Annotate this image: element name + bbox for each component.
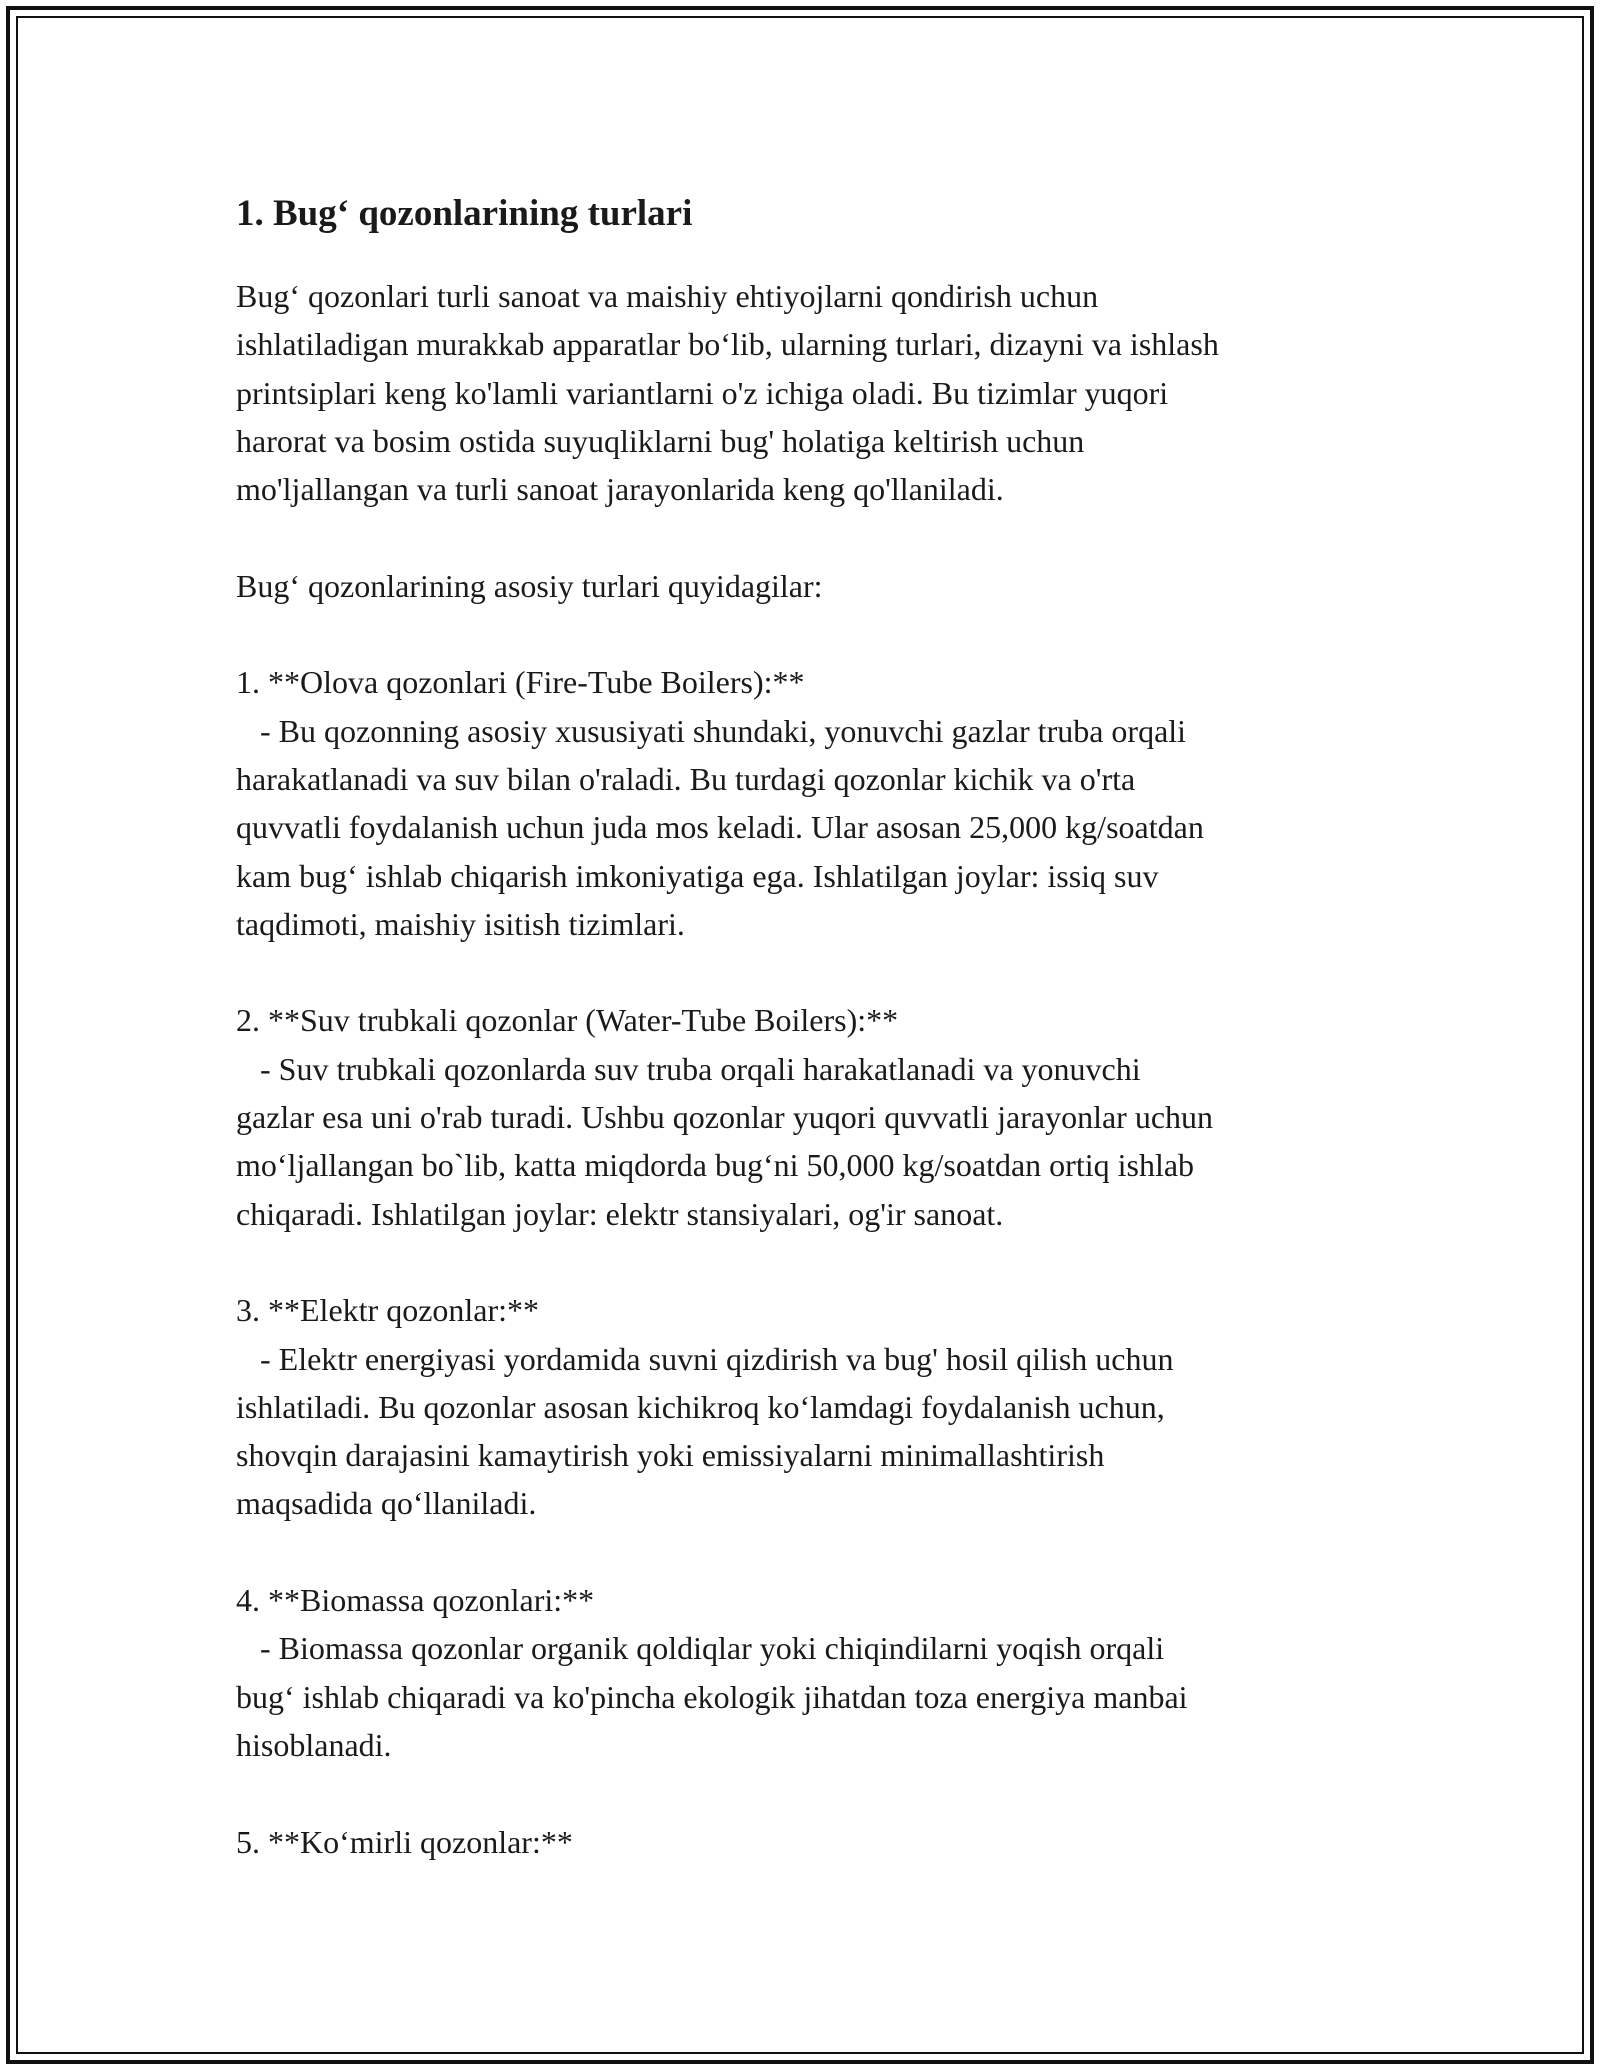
list-item-title: 4. **Biomassa qozonlari:** — [236, 1582, 595, 1619]
lead-sentence: Bug‘ qozonlarining asosiy turlari quyidagilar: — [236, 567, 823, 604]
text-line: kam bug‘ ishlab chiqarish imkoniyatiga ega. Ishlatilgan joylar: issiq suv — [236, 857, 1159, 894]
list-item-title: 3. **Elektr qozonlar:** — [236, 1292, 540, 1329]
list-item-title: 2. **Suv trubkali qozonlar (Water-Tube Boilers):** — [236, 1002, 899, 1039]
list-item-title: 5. **Ko‘mirli qozonlar:** — [236, 1823, 573, 1860]
document-page — [236, 186, 1386, 1866]
text-line: - Elektr energiyasi yordamida suvni qizdirish va bug' hosil qilish uchun — [236, 1340, 1174, 1377]
text-line: hisoblanadi. — [236, 1726, 392, 1763]
list-item — [236, 1576, 1386, 1769]
text-line: taqdimoti, maishiy isitish tizimlari. — [236, 905, 685, 942]
blank-line — [236, 1238, 1386, 1286]
list-item — [236, 1286, 1386, 1527]
text-line: - Biomassa qozonlar organik qoldiqlar yoki chiqindilarni yoqish orqali — [236, 1630, 1165, 1667]
section-heading: 1. Bug‘ qozonlarining turlari — [236, 193, 693, 234]
blank-line — [236, 1528, 1386, 1576]
blank-line — [236, 948, 1386, 996]
intro-paragraph — [236, 272, 1386, 513]
text-line: shovqin darajasini kamaytirish yoki emissiyalarni minimallashtirish — [236, 1437, 1105, 1474]
text-line: ishlatiladigan murakkab apparatlar bo‘lib, ularning turlari, dizayni va ishlash — [236, 326, 1219, 363]
blank-line — [236, 610, 1386, 658]
text-line: ishlatiladi. Bu qozonlar asosan kichikroq ko‘lamdagi foydalanish uchun, — [236, 1388, 1165, 1425]
list-item — [236, 658, 1386, 948]
blank-line — [236, 513, 1386, 561]
list-item — [236, 996, 1386, 1237]
blank-line — [236, 1769, 1386, 1817]
text-line: harakatlanadi va suv bilan o'raladi. Bu turdagi qozonlar kichik va o'rta — [236, 760, 1136, 797]
text-line: printsiplari keng ko'lamli variantlarni o'z ichiga oladi. Bu tizimlar yuqori — [236, 374, 1169, 411]
list-item — [236, 1818, 1386, 1866]
text-line: bug‘ ishlab chiqaradi va ko'pincha ekologik jihatdan toza energiya manbai — [236, 1678, 1188, 1715]
text-line: chiqaradi. Ishlatilgan joylar: elektr stansiyalari, og'ir sanoat. — [236, 1195, 1004, 1232]
text-line: Bug‘ qozonlari turli sanoat va maishiy ehtiyojlarni qondirish uchun — [236, 278, 1099, 314]
text-line: maqsadida qo‘llaniladi. — [236, 1485, 537, 1522]
text-line: mo'ljallangan va turli sanoat jarayonlarida keng qo'llaniladi. — [236, 471, 1004, 508]
list-item-title: 1. **Olova qozonlari (Fire-Tube Boilers):** — [236, 664, 805, 701]
text-line: mo‘ljallangan bo`lib, katta miqdorda bug‘ni 50,000 kg/soatdan ortiq ishlab — [236, 1147, 1195, 1184]
text-line: harorat va bosim ostida suyuqliklarni bug' holatiga keltirish uchun — [236, 422, 1085, 459]
text-line: quvvatli foydalanish uchun juda mos keladi. Ular asosan 25,000 kg/soatdan — [236, 809, 1204, 846]
text-line: gazlar esa uni o'rab turadi. Ushbu qozonlar yuqori quvvatli jarayonlar uchun — [236, 1099, 1214, 1136]
text-line: - Suv trubkali qozonlarda suv truba orqali harakatlanadi va yonuvchi — [236, 1050, 1141, 1087]
text-line: - Bu qozonning asosiy xususiyati shundaki, yonuvchi gazlar truba orqali — [236, 712, 1187, 749]
